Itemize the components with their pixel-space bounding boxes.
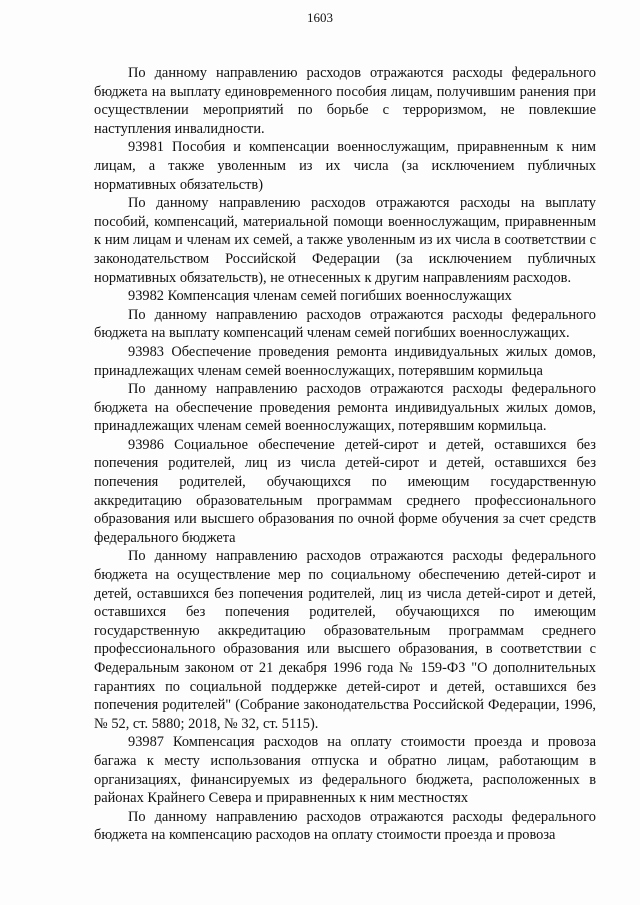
paragraph-intro: По данному направлению расходов отражаются расходы федерального бюджета на выплату единовременного пособия лицам, получившим ранения при осуществлении мероприятий по борьбе с терроризмом, не повлекшие наступления инвалидности.	[94, 65, 596, 137]
section-heading-93981: 93981 Пособия и компенсации военнослужащим, приравненным к ним лицам, а также уволенным из их числа (за исключением публичных нормативных обязательств)	[94, 139, 596, 193]
paragraph-93982: По данному направлению расходов отражаются расходы федерального бюджета на выплату компенсаций членам семей погибших военнослужащих.	[94, 306, 596, 342]
document-body	[94, 64, 596, 845]
paragraph-93983: По данному направлению расходов отражаются расходы федерального бюджета на обеспечение проведения ремонта индивидуальных жилых домов, принадлежащих членам семей военнослужащих, потерявшим кормильца.	[94, 381, 596, 435]
section-heading-93983: 93983 Обеспечение проведения ремонта индивидуальных жилых домов, принадлежащих членам семей военнослужащих, потерявшим кормильца	[94, 343, 596, 379]
paragraph-93987: По данному направлению расходов отражаются расходы федерального бюджета на компенсацию расходов на оплату стоимости проезда и провоза	[94, 808, 596, 844]
paragraph-93981: По данному направлению расходов отражаются расходы на выплату пособий, компенсаций, материальной помощи военнослужащим, приравненным к ним лицам и членам их семей, а также уволенным из их числа в соответствии с законодательством Российской Федерации (за исключением публичных нормативных обязательств), не отнесенных к другим направлениям расходов.	[94, 195, 596, 286]
section-heading-93987: 93987 Компенсация расходов на оплату стоимости проезда и провоза багажа к месту использования отпуска и обратно лицам, работающим в организациях, финансируемых из федерального бюджета, расположенных в районах Крайнего Севера и приравненных к ним местностях	[94, 734, 596, 807]
section-heading-93986: 93986 Социальное обеспечение детей-сирот и детей, оставшихся без попечения родителей, лиц из числа детей-сирот и детей, оставшихся без попечения родителей, обучающихся по имеющим государственную аккредитацию образовательным программам среднего профессионального образования или высшего образования по очной форме обучения за счет средств федерального бюджета	[94, 436, 596, 546]
page-number: 1603	[307, 10, 333, 25]
paragraph-93986: По данному направлению расходов отражаются расходы федерального бюджета на осуществление мер по социальному обеспечению детей-сирот и детей, оставшихся без попечения родителей, лиц из числа детей-сирот и детей, оставшихся без попечения родителей, обучающихся по имеющим государственную аккредитацию образовательным программам среднего профессионального образования или высшего образования, в соответствии с Федеральным законом от 21 декабря 1996 года № 159-ФЗ "О дополнительных гарантиях по социальной поддержке детей-сирот и детей, оставшихся без попечения родителей" (Собрание законодательства Российской Федерации, 1996, № 52, ст. 5880; 2018, № 32, ст. 5115).	[94, 548, 596, 732]
section-heading-93982: 93982 Компенсация членам семей погибших военнослужащих	[128, 288, 512, 305]
